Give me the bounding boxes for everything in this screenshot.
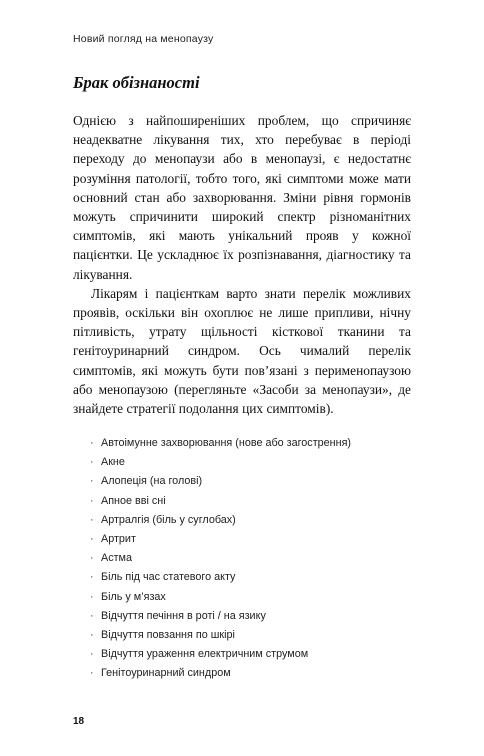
list-item	[90, 645, 351, 664]
list-item-text: Відчуття ураження електричним струмом	[101, 648, 309, 661]
list-item-text: Автоімунне захворювання (нове або загострення)	[101, 437, 352, 449]
list-item-text: Відчуття повзання по шкірі	[101, 628, 235, 641]
page-number: 18	[73, 716, 85, 727]
list-item-text: Акне	[101, 456, 125, 469]
list-item-text: Артралгія (біль у суглобах)	[101, 513, 236, 526]
symptom-list	[90, 434, 351, 683]
paragraph-2: Лікарям і пацієнткам варто знати перелік можливих проявів, оскільки він охоплює не лише припливи, нічну пітливість, утрату щільності кісткової тканини та генітоуринарний синдром. Ось чималий перелік симптомів, які можуть бути пов’язані з перименопаузою або менопаузою (перегляньте «Засоби за менопаузи», де знайдете стратегії подолання цих симптомів).	[73, 285, 411, 417]
bullet-icon: ·	[90, 494, 94, 507]
list-item	[90, 472, 351, 491]
list-item	[90, 626, 351, 645]
list-item	[90, 434, 351, 453]
bullet-icon: ·	[90, 571, 94, 584]
list-item-text: Алопеція (на голові)	[101, 475, 203, 488]
section-title: Брак обізнаності	[73, 73, 200, 92]
list-item	[90, 511, 351, 530]
list-item-text: Апное вві сні	[101, 494, 166, 507]
list-item-text: Відчуття печіння в роті / на язику	[101, 609, 266, 622]
list-item	[90, 568, 351, 587]
bullet-icon: ·	[90, 590, 94, 603]
list-item	[90, 588, 351, 607]
bullet-icon: ·	[90, 552, 94, 565]
paragraph-1: Однією з найпоширеніших проблем, що спричиняє неадекватне лікування тих, хто перебуває в періоді переходу до менопаузи або в менопаузі, є недостатнє розуміння патології, тобто того, які симптоми може мати основний стан або захворювання. Зміни рівня гормонів можуть спричинити широкий спектр різноманітних симптомів, які мають унікальний прояв у кожної пацієнтки. Це ускладнює їх розпізнавання, діагностику та лікування.	[73, 113, 411, 282]
body-text	[73, 111, 411, 418]
list-item	[90, 492, 351, 511]
bullet-icon: ·	[90, 437, 94, 449]
bullet-icon: ·	[90, 667, 94, 680]
bullet-icon: ·	[90, 475, 94, 488]
list-item-text: Артрит	[101, 532, 136, 545]
list-item-text: Біль під час статевого акту	[101, 571, 236, 584]
running-header: Новий погляд на менопаузу	[73, 33, 214, 45]
list-item	[90, 530, 351, 549]
list-item-text: Генітоуринарний синдром	[101, 667, 231, 680]
bullet-icon: ·	[90, 609, 94, 622]
list-item	[90, 453, 351, 472]
list-item	[90, 607, 351, 626]
bullet-icon: ·	[90, 456, 94, 469]
list-item	[90, 664, 351, 683]
bullet-icon: ·	[90, 648, 94, 661]
list-item-text: Астма	[101, 552, 132, 565]
list-item-text: Біль у м’язах	[101, 590, 166, 603]
bullet-icon: ·	[90, 513, 94, 526]
bullet-icon: ·	[90, 628, 94, 641]
list-item	[90, 549, 351, 568]
bullet-icon: ·	[90, 532, 94, 545]
